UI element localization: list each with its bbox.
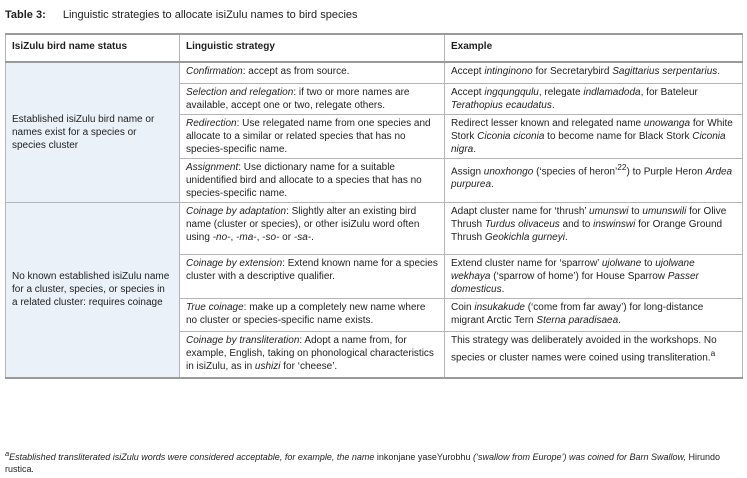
example-cell: Accept intinginono for Secretarybird Sagittarius serpentarius.	[445, 62, 743, 83]
example-cell: Accept ingqungqulu, relegate indlamadoda, for Bateleur Terathopius ecaudatus.	[445, 83, 743, 114]
example-cell: Assign unoxhongo (‘species of heron’$^{22}$) to Purple Heron Ardea purpurea.	[445, 158, 743, 202]
table-row	[6, 62, 743, 83]
table-body	[6, 62, 743, 378]
strategy-cell: Selection and relegation: if two or more names are available, accept one or two, relegate others.	[180, 83, 445, 114]
header-status: IsiZulu bird name status	[6, 34, 180, 62]
table-number: Table 3:	[5, 9, 46, 21]
example-cell: This strategy was deliberately avoided in the workshops. No species or cluster names were coined using transliteration.$^a$	[445, 331, 743, 378]
example-cell: Coin insukakude (‘come from far away’) for long-distance migrant Arctic Tern Sterna paradisaea.	[445, 298, 743, 331]
table-footnote: $^a$Established transliterated isiZulu words were considered acceptable, for example, the name inkonjane yaseYurobhu (‘swallow from Europe’) was coined for Barn Swallow, Hirundo rustica.	[5, 449, 721, 474]
status-cell: No known established isiZulu name for a cluster, species, or species in a related cluster: requires coinage	[6, 202, 180, 378]
table-caption	[5, 6, 358, 24]
table-title: Linguistic strategies to allocate isiZulu names to bird species	[62, 9, 358, 21]
table-row	[6, 202, 743, 254]
example-cell: Extend cluster name for ‘sparrow’ ujolwane to ujolwane wekhaya (‘sparrow of home’) for House Sparrow Passer domesticus.	[445, 254, 743, 298]
header-row	[6, 34, 743, 62]
strategy-table-container	[5, 33, 742, 379]
strategy-cell: Coinage by transliteration: Adopt a name from, for example, English, taking on phonological characteristics in isiZulu, as in ushizi for ‘cheese’.	[180, 331, 445, 378]
strategy-cell: Coinage by adaptation: Slightly alter an existing bird name (cluster or species), or other isiZulu word often using -no-, -ma-, -so- or -sa-.	[180, 202, 445, 254]
strategy-cell: Confirmation: accept as from source.	[180, 62, 445, 83]
example-cell: Redirect lesser known and relegated name unowanga for White Stork Ciconia ciconia to become name for Black Stork Ciconia nigra.	[445, 114, 743, 158]
strategy-table	[5, 33, 743, 379]
header-strategy: Linguistic strategy	[180, 34, 445, 62]
strategy-cell: Coinage by extension: Extend known name for a species cluster with a descriptive qualifier.	[180, 254, 445, 298]
status-cell: Established isiZulu bird name or names exist for a species or species cluster	[6, 62, 180, 202]
strategy-cell: Redirection: Use relegated name from one species and allocate to a similar or related species that has no species-specific name.	[180, 114, 445, 158]
strategy-cell: Assignment: Use dictionary name for a suitable unidentified bird and allocate to a species that has no species-specific name.	[180, 158, 445, 202]
strategy-cell: True coinage: make up a completely new name where no cluster or species-specific name exists.	[180, 298, 445, 331]
example-cell: Adapt cluster name for ‘thrush’ umunswi to umunswili for Olive Thrush Turdus olivaceus and to inswinswi for Orange Ground Thrush Geokichla gurneyi.	[445, 202, 743, 254]
header-example: Example	[445, 34, 743, 62]
